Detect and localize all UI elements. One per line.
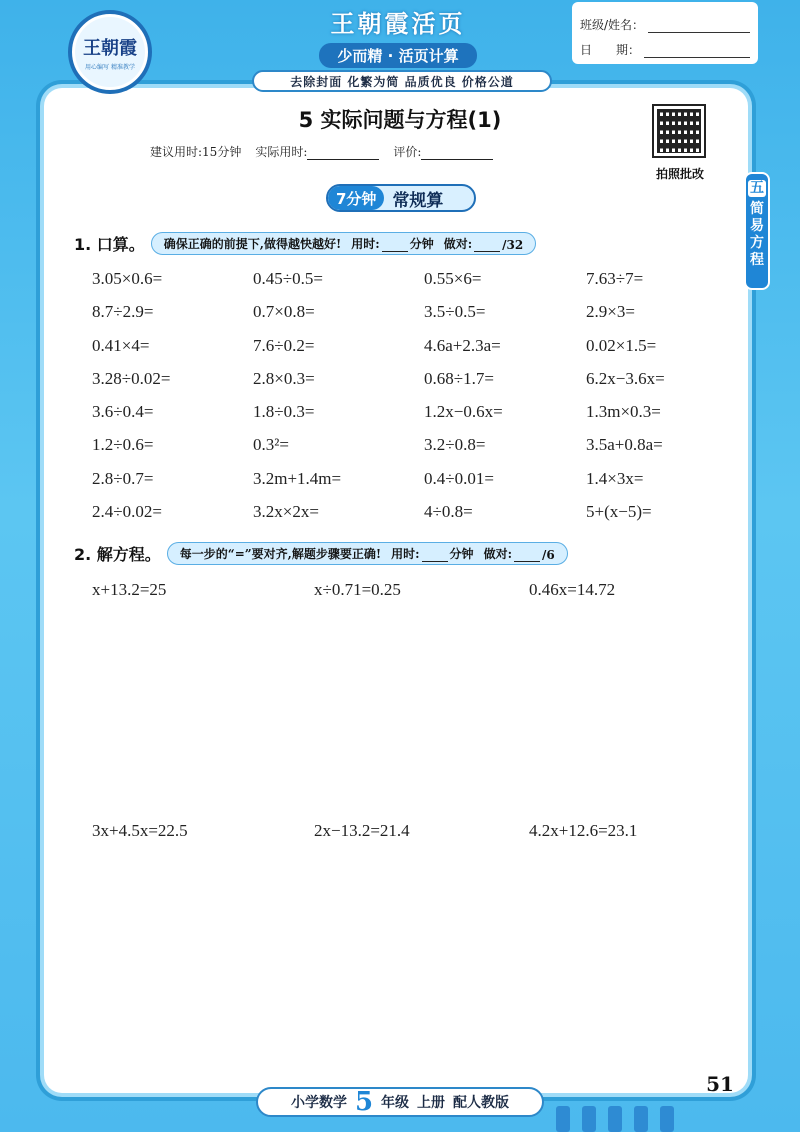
student-info-box xyxy=(572,2,758,64)
q1-correct-field[interactable] xyxy=(474,240,500,252)
class-name-field[interactable] xyxy=(648,19,750,33)
actual-time-label: 实际用时: xyxy=(255,145,308,159)
equation: 2x−13.2=21.4 xyxy=(314,821,410,840)
q1-time-label: 用时: xyxy=(351,237,380,251)
logo-text: 王朝霞 xyxy=(83,37,137,59)
chapter-char: 易 xyxy=(750,218,764,234)
oral-problem: 1.3m×0.3= xyxy=(586,402,661,422)
oral-problem: 2.8÷0.7= xyxy=(92,468,154,488)
actual-time-field[interactable] xyxy=(307,148,379,160)
chapter-char: 方 xyxy=(750,235,764,251)
q2-equation-row-1 xyxy=(92,580,692,600)
date-label: 日 期： xyxy=(580,43,641,57)
q1-problem-grid xyxy=(92,266,712,532)
oral-problem: 1.8÷0.3= xyxy=(253,402,315,422)
footer-subject: 小学数学 xyxy=(290,1095,347,1111)
section-header xyxy=(326,184,476,212)
oral-problem: 1.2÷0.6= xyxy=(92,435,154,455)
oral-problem: 0.41×4= xyxy=(92,335,150,355)
page-number: 51 xyxy=(706,1072,734,1096)
time-row xyxy=(150,143,650,160)
oral-problem: 7.63÷7= xyxy=(586,269,644,288)
equation: 3x+4.5x=22.5 xyxy=(92,821,188,840)
q1-correct-label: 做对: xyxy=(443,237,473,251)
q2-total: /6 xyxy=(542,548,555,562)
decorative-stripes xyxy=(556,1106,674,1132)
oral-problem: 3.5a+0.8a= xyxy=(586,435,663,455)
section-time: 7分钟 xyxy=(328,186,384,210)
q2-instruction: 每一步的“=”要对齐,解题步骤要正确! xyxy=(179,547,382,561)
chapter-side-tab xyxy=(744,172,770,290)
oral-problem: 0.7×0.8= xyxy=(253,302,315,322)
q1-number: 1. 口算。 xyxy=(74,235,145,254)
q2-number: 2. 解方程。 xyxy=(74,545,161,564)
evaluation-label: 评价: xyxy=(393,145,422,159)
oral-problem: 0.02×1.5= xyxy=(586,335,657,355)
brand-logo xyxy=(68,10,152,94)
q1-time-field[interactable] xyxy=(382,240,408,252)
q2-correct-label: 做对: xyxy=(483,547,512,561)
q1-time-unit: 分钟 xyxy=(409,237,434,251)
oral-problem: 3.2x×2x= xyxy=(253,502,319,522)
brand-title: 王朝霞活页 xyxy=(330,10,466,38)
brand-header xyxy=(282,0,514,64)
oral-problem: 0.45÷0.5= xyxy=(253,269,323,288)
lesson-title: 5 实际问题与方程(1) xyxy=(298,108,502,132)
footer-bar xyxy=(256,1087,544,1117)
slogan-bar: 去除封面 化繁为简 品质优良 价格公道 xyxy=(252,70,552,92)
q1-instruction: 确保正确的前提下,做得越快越好! xyxy=(163,237,342,251)
footer-grade-label: 年级 xyxy=(381,1095,410,1111)
section-name: 常规算 xyxy=(392,190,444,211)
oral-problem: 7.6÷0.2= xyxy=(253,335,315,355)
oral-problem: 3.2m+1.4m= xyxy=(253,468,342,488)
oral-problem: 3.5÷0.5= xyxy=(424,302,486,322)
q2-time-unit: 分钟 xyxy=(449,547,474,561)
oral-problem: 0.3²= xyxy=(253,435,289,455)
logo-subtext: 用心编写 精准教学 xyxy=(85,63,135,71)
equation: 0.46x=14.72 xyxy=(529,580,616,599)
date-field[interactable] xyxy=(644,44,750,58)
q2-time-field[interactable] xyxy=(422,550,448,562)
qr-code[interactable] xyxy=(652,104,706,158)
footer-volume: 上册 xyxy=(417,1095,446,1111)
q1-total: /32 xyxy=(502,238,524,252)
q1-header xyxy=(74,232,536,255)
q1-banner xyxy=(151,232,536,255)
chapter-char: 简 xyxy=(750,201,764,217)
oral-problem: 2.9×3= xyxy=(586,302,635,322)
class-name-label: 班级/姓名： xyxy=(580,18,645,32)
equation: x+13.2=25 xyxy=(92,580,167,599)
oral-problem: 2.4÷0.02= xyxy=(92,502,162,522)
oral-problem: 5+(x−5)= xyxy=(586,502,652,522)
footer-grade-number: 5 xyxy=(354,1087,374,1117)
oral-problem: 4÷0.8= xyxy=(424,502,473,522)
oral-problem: 1.2x−0.6x= xyxy=(424,402,503,422)
q2-correct-field[interactable] xyxy=(514,550,540,562)
evaluation-field[interactable] xyxy=(421,148,493,160)
equation: 4.2x+12.6=23.1 xyxy=(529,821,638,840)
chapter-char: 程 xyxy=(750,252,764,268)
oral-problem: 2.8×0.3= xyxy=(253,368,315,388)
suggested-time: 建议用时:15分钟 xyxy=(150,145,242,159)
oral-problem: 3.6÷0.4= xyxy=(92,402,154,422)
oral-problem: 4.6a+2.3a= xyxy=(424,335,501,355)
q2-time-label: 用时: xyxy=(391,547,420,561)
oral-problem: 3.28÷0.02= xyxy=(92,368,171,388)
oral-problem: 0.4÷0.01= xyxy=(424,468,494,488)
oral-problem: 8.7÷2.9= xyxy=(92,302,154,322)
qr-label: 拍照批改 xyxy=(655,167,704,181)
oral-problem: 0.68÷1.7= xyxy=(424,368,494,388)
oral-problem: 3.2÷0.8= xyxy=(424,435,486,455)
oral-problem: 1.4×3x= xyxy=(586,468,644,488)
oral-problem: 0.55×6= xyxy=(424,269,482,288)
q2-header xyxy=(74,542,568,565)
equation: x÷0.71=0.25 xyxy=(314,580,401,599)
footer-edition: 配人教版 xyxy=(453,1095,510,1111)
oral-problem: 6.2x−3.6x= xyxy=(586,368,665,388)
brand-subtitle: 少而精 · 活页计算 xyxy=(319,43,476,68)
q2-banner xyxy=(167,542,568,565)
q2-equation-row-2 xyxy=(92,821,692,841)
chapter-number: 五 xyxy=(750,180,764,196)
oral-problem: 3.05×0.6= xyxy=(92,269,163,288)
